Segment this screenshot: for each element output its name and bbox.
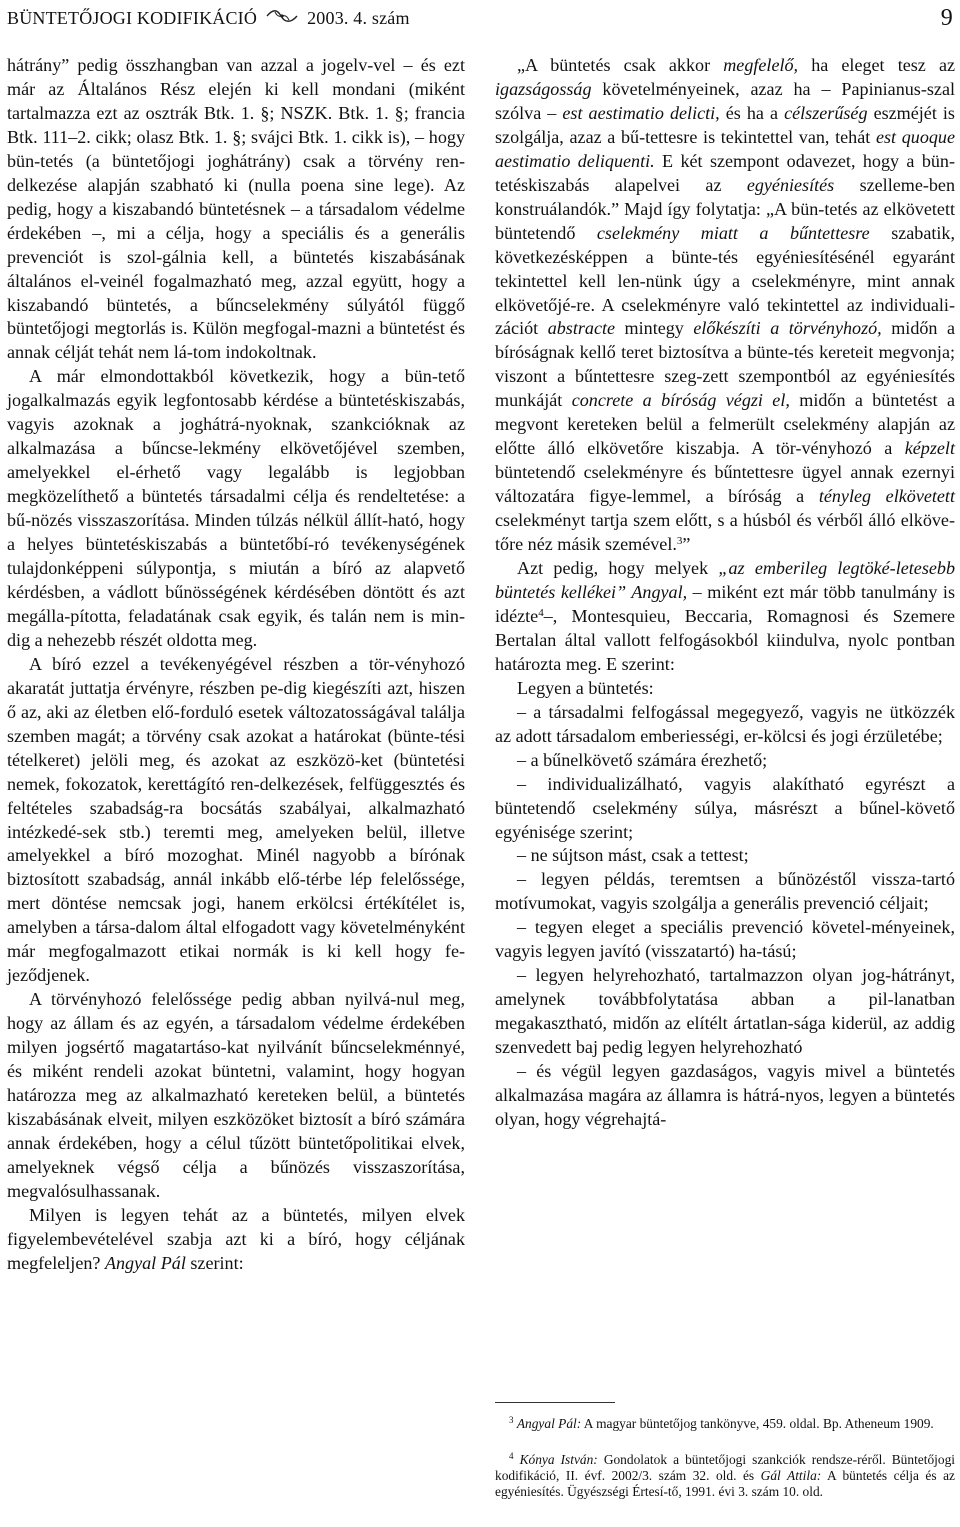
italic-run: célszerűség: [784, 102, 868, 123]
text-run: cselekményt tartja szem előtt, s a húsból és vérből álló elköve-tőre néz másik szemével.: [495, 510, 955, 555]
text-run: Milyen is legyen tehát az a büntetés, milyen elvek figyelembevételével szabja azt ki a bíró, hogy céljának megfeleljen?: [7, 1204, 465, 1273]
list-item: – individualizálható, vagyis alakítható egyrészt a büntetendő cselekmény súlya, másrészt a bűnel-követő egyénisége szerint;: [495, 773, 955, 842]
text-run: – miként ezt már több tanulmány is idézte: [495, 581, 956, 626]
footnote: [495, 1452, 955, 1500]
italic-run: megfelelő,: [723, 55, 799, 75]
text-run: Azt pedig, hogy melyek: [517, 558, 719, 579]
italic-run: „az emberileg legtöké-letesebb büntetés kellékei” Angyal,: [495, 558, 955, 602]
quote-paragraph: [495, 54, 955, 557]
footnote-number: 3: [509, 1415, 514, 1425]
italic-run: előkészíti a törvényhozó,: [693, 318, 882, 339]
text-run: ”: [682, 534, 691, 555]
list-intro: Legyen a büntetés:: [517, 677, 654, 698]
italic-run: cselekmény miatt a bűntettesre: [596, 222, 870, 243]
text-run: mintegy: [615, 318, 694, 339]
paragraph: A már elmondottakból következik, hogy a bün-tető jogalkalmazás egyik legfontosabb kérdése a büntetéskiszabás, vagyis azoknak a joghátrá-nyoknak, szankcióknak az alkalmazása a bűncse-lekmény elkövetőjével szemben, amelyekkel el-érhető vagy legalább is legjobban megközelíthető a büntetés társadalmi célja és rendeltetése: a bű-nözés visszaszorítása. Minden túlzás nélkül állít-ható, hogy a helyes büntetéskiszabás a büntetőbí-ró tevékenységének tulajdonképpeni súlypontja, s miután a bíró az alapvető kérdésben, a vádlott bűnösségének kérdésében döntött és azt megálla-pította, feladatának csak egyik, és talán nem is min-dig a nehezebb részét oldotta meg.: [7, 366, 465, 650]
text-run: –, Montesquieu, Beccaria, Romagnosi és Szemere Bertalan által vallott felfogásokból kiindulva, nyolc pontban határozta meg. E szerint:: [495, 605, 955, 674]
italic-run: képzelt: [904, 438, 955, 459]
footnote-ref[interactable]: 3: [676, 535, 683, 548]
list-item: – és végül legyen gazdaságos, vagyis mivel a büntetés alkalmazása magára az államra is hátrá-nyos, legyen a büntetés olyan, hogy végrehajtá-: [495, 1061, 955, 1129]
text-run: Gondolatok a büntetőjogi szankciók rendsze-réről. Büntetőjogi kodifikáció, II. évf. 2002/3. szám 32. old. és: [495, 1452, 955, 1484]
journal-title: BÜNTETŐJOGI KODIFIKÁCIÓ: [7, 7, 258, 28]
list-item: – legyen példás, teremtsen a bűnözéstől vissza-tartó motívumokat, vagyis szolgálja a generális prevenció céljait;: [495, 869, 955, 914]
paragraph: [495, 557, 955, 677]
text-run: büntetendő cselekményre és bűntettesre ügyel annak ezernyi változatára figye-lemmel, a bíróság a: [495, 462, 955, 507]
footnote-text: [495, 1416, 955, 1432]
italic-run: est aestimatio delicti,: [562, 102, 720, 123]
list-item: – tegyen eleget a speciális prevenció követel-ményeinek, vagyis legyen javító (visszatartó) ha-tású;: [495, 917, 955, 962]
left-column: [7, 54, 465, 1276]
italic-run: tényleg elkövetett: [818, 486, 955, 507]
text-run: követelményeinek, azaz ha – Papinianus-szal szólva –: [495, 78, 955, 123]
text-run: és ha a: [719, 102, 785, 123]
list-item: – legyen helyrehozható, tartalmazzon olyan jog-hátrányt, amelynek továbbfolytatása abban a pil-lanatban megakasztható, midőn az elítélt ártatlan-sága kiderül, az addig szenvedett baj pedig legyen helyrehozható: [495, 965, 955, 1058]
list-item: – a bűnelkövető számára érezhető;: [517, 749, 768, 770]
footnote-author: Gál Attila:: [760, 1468, 822, 1484]
list-item: – a társadalmi felfogással megegyező, vagyis ne ütközzék az adott társadalom emberiességi, er-kölcsi és jogi érzületébe;: [495, 701, 955, 746]
footnote-author: Angyal Pál:: [516, 1416, 582, 1431]
footnote: [495, 1416, 955, 1432]
fleuron-icon: [265, 7, 299, 30]
text-run: „A büntetés csak akkor: [517, 55, 724, 75]
page-number: 9: [940, 4, 953, 31]
paragraph: [7, 1204, 465, 1276]
footnote-author: Kónya István:: [519, 1452, 598, 1467]
text-run: A büntetés célja és az egyéniesítés. Ügyészségi Értesí-tő, 1991. évi 3. szám 10. old.: [495, 1468, 955, 1500]
footnote-divider: [495, 1402, 615, 1403]
text-run: szelleme-ben konstruálandók.” Majd így folytatja: „A bün-tetés az elkövetett büntetendő: [495, 174, 956, 243]
paragraph: A bíró ezzel a tevékenyégével részben a tör-vényhozó akaratát juttatja érvényre, részben pe-dig kiegészíti azt, hiszen ő az, aki az életben elő-forduló esetek változatosságával találja szemben magát; a törvény csak azokat a határokat (bünte-tési tételkeret) jelöli meg, és azokat az eszközö-ket (büntetési nemek, fokozatok, kerettágító ren-delkezések, felfüggesztés és feltételes szabadság-ra bocsátás szabályai, alkalmazható intézkedé-sek stb.) teremti meg, amelyeken belül, illetve amelyekkel a bíró mozoghat. Minél nagyobb a bírónak biztosított szabadság, annál inkább elő-térbe lép felelőssége, mert döntése nemcsak jogi, hanem erkölcsi értékítélet is, amelyben a társa-dalom által elfogadott vagy követelményként már megfogalmazott etikai normák is ki kell hogy fe-jeződjenek.: [7, 653, 465, 986]
text-run: E két szempont odavezet, hogy a bün-tetéskiszabás alapelvei az: [495, 150, 955, 195]
text-run: szerint:: [185, 1252, 244, 1273]
paragraph: A törvényhozó felelőssége pedig abban nyilvá-nul meg, hogy az állam és az egyén, a társadalom védelme érdekében milyen jogsértő magatartáso-kat nyilvánít bűncselekménnyé, és miként rendeli azokat büntetni, valamint, hogy hogyan határozza meg az alkalmazható kereteken belül, a büntetés kiszabásának elveit, milyen eszközöket biztosít a bíró számára annak érdekében, hogy a célul tűzött büntetőpolitikai elvek, amelyeknek végső célja a bűnözés visszaszorítása, megvalósulhassanak.: [7, 989, 465, 1201]
text-run: szabatik, következésképpen a bünte-tés egyéniesítésénél egyaránt tekintettel kell len-nünk úgy a cselekményre, mint annak elkövetőjé-re. A cselekményre való tekintettel az individuali-zációt: [495, 222, 955, 339]
italic-run: abstracte: [547, 318, 616, 339]
paragraph: hátrány” pedig összhangban van azzal a jogelv-vel – és ezt már az Általános Rész elején ki kell mondani (miként tartalmazza ezt az osztrák Btk. 1. §; NSZK. Btk. 1. §; francia Btk. 111–2. cikk; olasz Btk. 1. §; svájci Btk. 1. cikk is), – hogy bün-tetés (a büntetőjogi joghátrány) csak a törvény ren-delkezése alapján szabható ki (nulla poena sine lege). Az pedig, hogy a kiszabandó büntetésnek – a társadalom védelme érdekében –, mi a célja, hogy a speciális és a generális prevenciót is szol-gálnia kell, a büntetés kiszabásának általános el-veinél fogalmazható meg, azzal együtt, hogy a kiszabandó büntetés, a bűncselekmény súlyától függő büntetőjogi megtorlás is. Külön megfogal-mazni a büntetést és annak célját tehát nem lá-tom indokoltnak.: [7, 55, 465, 363]
italic-run: est quoque aestimatio deliquenti.: [495, 126, 956, 171]
footnote-ref[interactable]: 4: [538, 606, 544, 619]
text-run: midőn a büntetést a megvont kereteken belül a felmerült cselekmény alapján az előtte álló elkövetőre kiszabja. A tör-vényhozó a: [495, 390, 955, 459]
text-run: ha eleget tesz az: [798, 55, 956, 75]
author-name: Angyal Pál: [104, 1252, 186, 1273]
text-run: A magyar büntetőjog tankönyve, 459. oldal. Bp. Atheneum 1909.: [581, 1416, 934, 1431]
footnote-text: [495, 1452, 955, 1500]
italic-run: igazságosság: [495, 78, 592, 99]
text-run: midőn a bíróságnak kellő teret biztosítva a bünte-tés kereteit megvonja; viszont a bűntettesre szeg-zett szempontból az egyéniesítés munkáját: [495, 318, 955, 411]
issue-label: 2003. 4. szám: [307, 7, 410, 28]
text-run: eszméjét is szolgálja, azaz a bű-tettesre is tekintettel van, tehát: [495, 102, 955, 147]
list-item: – ne sújtson mást, csak a tettest;: [517, 845, 749, 866]
running-header: [7, 3, 953, 33]
italic-run: egyéniesítés: [746, 174, 835, 195]
italic-run: concrete a bíróság végzi el,: [571, 390, 790, 411]
header-left: [7, 7, 410, 30]
footnote-number: 4: [509, 1451, 514, 1461]
right-column: [495, 54, 955, 1132]
